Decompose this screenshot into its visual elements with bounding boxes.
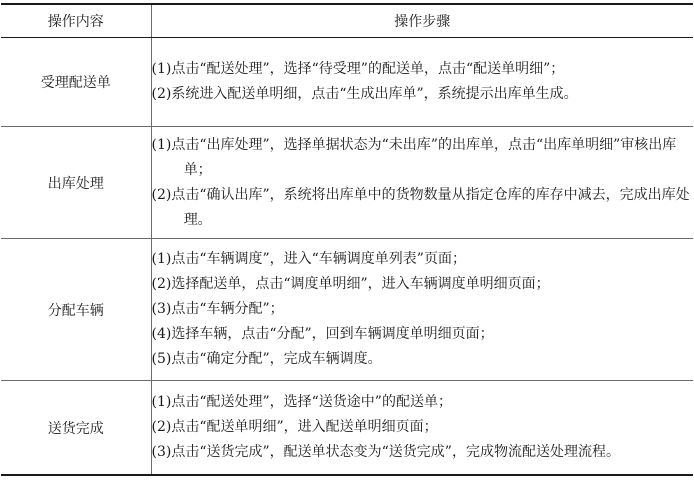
operation-name: 受理配送单: [1, 38, 151, 127]
operation-steps-cell: [151, 127, 693, 239]
header-operation-content: 操作内容: [1, 4, 151, 38]
step-item: (1)点击“配送处理”，选择“待受理”的配送单，点击“配送单明细”；: [151, 61, 565, 77]
step-item: (4)选择车辆，点击“分配”，回到车辆调度单明细页面；: [151, 326, 494, 342]
operation-steps-cell: [151, 239, 693, 381]
step-item: (2)选择配送单，点击“调度单明细”，进入车辆调度单明细页面；: [151, 276, 550, 292]
header-operation-steps: 操作步骤: [151, 4, 693, 38]
step-item: (1)点击“出库处理”，选择单据状态为“未出库”的出库单，点击“出库单明细”审核出库单；: [151, 136, 677, 178]
table-row-accept-delivery: [1, 38, 693, 127]
operation-name: 分配车辆: [1, 239, 151, 381]
table-row-assign-vehicle: [1, 239, 693, 381]
step-item: (2)点击“确认出库”，系统将出库单中的货物数量从指定仓库的库存中减去，完成出库处理。: [151, 186, 690, 228]
step-item: (2)点击“配送单明细”，进入配送单明细页面；: [151, 419, 438, 435]
table-row-outbound: [1, 127, 693, 239]
step-item: (3)点击“送货完成”，配送单状态变为“送货完成”，完成物流配送处理流程。: [151, 444, 620, 460]
step-item: (1)点击“配送处理”，选择“送货途中”的配送单；: [151, 394, 452, 410]
operation-steps-cell: [151, 381, 693, 476]
step-item: (3)点击“车辆分配”；: [151, 301, 284, 317]
table-header-row: [1, 4, 693, 38]
step-item: (5)点击“确定分配”，完成车辆调度。: [151, 351, 382, 367]
operation-steps-cell: [151, 38, 693, 127]
operation-name: 出库处理: [1, 127, 151, 239]
operation-name: 送货完成: [1, 381, 151, 476]
operation-steps-table: [1, 3, 693, 476]
step-item: (2)系统进入配送单明细，点击“生成出库单”，系统提示出库单生成。: [151, 86, 578, 102]
table-row-delivery-complete: [1, 381, 693, 476]
step-item: (1)点击“车辆调度”，进入“车辆调度单列表”页面；: [151, 251, 466, 267]
